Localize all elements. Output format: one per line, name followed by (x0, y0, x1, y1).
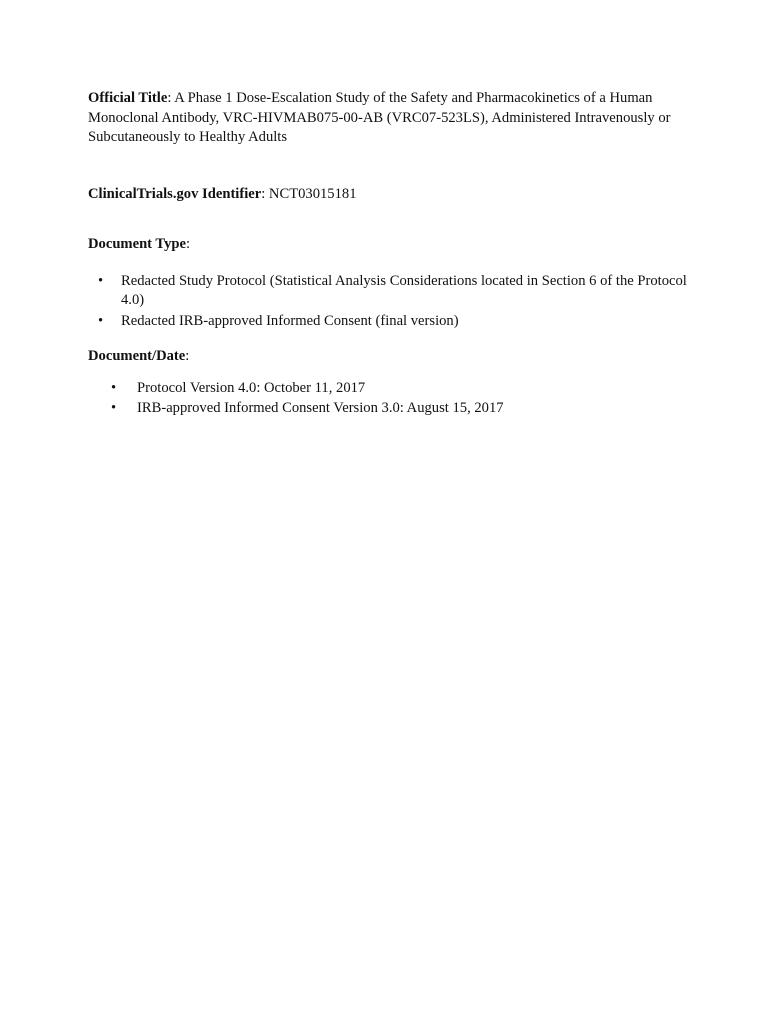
official-title-label: Official Title (88, 90, 168, 106)
document-type-list (88, 272, 688, 332)
bullet-icon: • (98, 312, 104, 329)
identifier-label: ClinicalTrials.gov Identifier (88, 185, 262, 202)
document-page (88, 89, 688, 420)
document-date-item: IRB-approved Informed Consent Version 3.0: August 15, 2017 (137, 400, 504, 416)
bullet-icon: • (111, 379, 117, 396)
official-title-text: : A Phase 1 Dose-Escalation Study of the Safety and Pharmacokinetics of a Human Monoclonal Antibody, VRC-HIVMAB075-00-AB (VRC07-523LS), Administered Intravenously or Subcutaneously to Healthy Adults (88, 90, 671, 145)
list-item (98, 312, 688, 332)
document-type-item: Redacted Study Protocol (Statistical Analysis Considerations located in Section 6 of the Protocol 4.0) (121, 272, 687, 308)
list-item (98, 272, 688, 311)
official-title-paragraph (88, 89, 688, 148)
bullet-icon: • (98, 272, 104, 289)
document-date-item: Protocol Version 4.0: October 11, 2017 (137, 379, 366, 396)
bullet-icon: • (111, 400, 117, 416)
document-date-list (88, 379, 688, 419)
document-date-colon: : (185, 348, 190, 364)
document-type-item: Redacted IRB-approved Informed Consent (final version) (121, 312, 459, 329)
document-date-label: Document/Date (88, 348, 186, 364)
document-date-heading (88, 347, 688, 367)
list-item (111, 379, 688, 399)
identifier-paragraph (88, 185, 688, 205)
document-type-heading (88, 235, 688, 255)
document-type-colon: : (185, 236, 191, 252)
identifier-value: : NCT03015181 (261, 185, 357, 202)
document-type-label: Document Type (88, 236, 186, 252)
list-item (111, 399, 688, 419)
